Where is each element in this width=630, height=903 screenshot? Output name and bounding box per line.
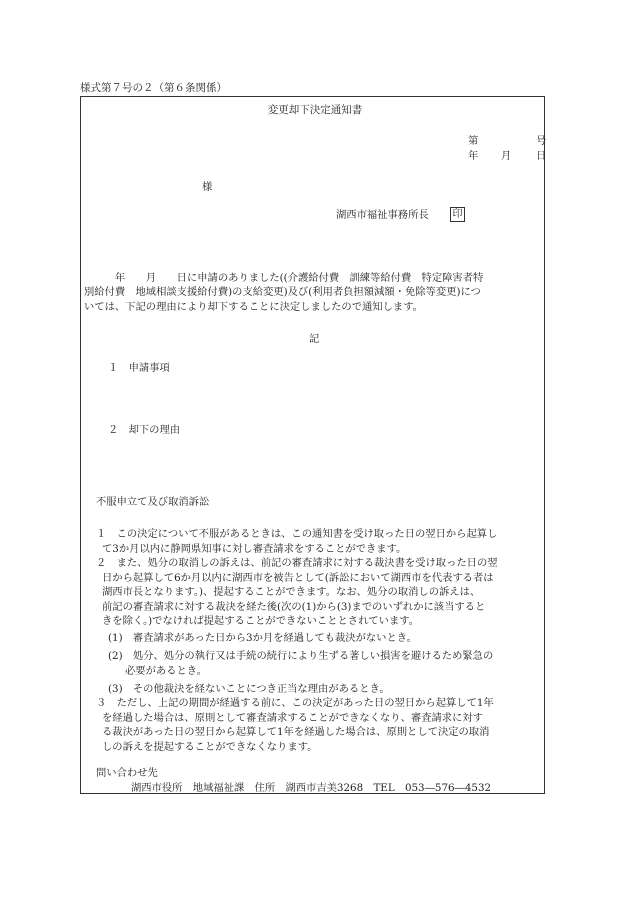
- appeal-line: 湖西市長となります。)、提起することができます。なお、処分の取消しの訴えは、: [102, 586, 481, 598]
- contact-heading: 問い合わせ先: [96, 767, 158, 779]
- appeal-line: (2) 処分、処分の執行又は手続の続行により生ずる著しい損害を避けるため緊急の: [108, 650, 494, 662]
- appeal-line: (3) その他裁決を経ないことにつき正当な理由があるとき。: [108, 683, 390, 695]
- appeal-line: 日から起算して6か月以内に湖西市を被告として(訴訟において湖西市を代表する者は: [102, 572, 494, 584]
- appeal-line: しの訴えを提起することができなくなります。: [102, 741, 318, 753]
- appeal-line: １ この決定について不服があるときは、この通知書を受け取った日の翌日から起算し: [96, 528, 498, 540]
- appeal-line: を経過した場合は、原則として審査請求することができなくなり、審査請求に対す: [102, 712, 483, 724]
- issuer-name: 湖西市福祉事務所長: [336, 209, 429, 221]
- seal-box: [450, 207, 465, 222]
- body-line-1: 年 月 日に申請のありました((介護給付費 訓練等給付費 特定障害者特: [84, 272, 484, 284]
- body-line-2: 別給付費 地域相談支援給付費)の支給変更)及び(利用者負担額減額・免除等変更)につ: [84, 286, 481, 298]
- appeal-heading: 不服申立て及び取消訴訟: [96, 496, 210, 508]
- seal-char: 印: [452, 209, 463, 220]
- number-label-first: 第: [468, 135, 479, 147]
- date-month: 月: [501, 150, 512, 162]
- document-title: 変更却下決定通知書: [267, 104, 363, 116]
- number-label-suffix: 号: [536, 135, 547, 147]
- appeal-line: ２ また、処分の取消しの訴えは、前記の審査請求に対する裁決書を受け取った日の翌: [96, 557, 498, 569]
- recipient-suffix: 様: [202, 181, 213, 193]
- appeal-line: て3か月以内に静岡県知事に対し審査請求をすることができます。: [102, 543, 407, 555]
- appeal-line: る裁決があった日の翌日から起算して1年を経過した場合は、原則として決定の取消: [102, 726, 490, 738]
- item-application: １ 申請事項: [108, 362, 170, 374]
- appeal-line: きを除く。)でなければ提起することができないこととされています。: [102, 615, 420, 627]
- item-reason: ２ 却下の理由: [108, 424, 181, 436]
- appeal-line: (1) 審査請求があった日から3か月を経過しても裁決がないとき。: [108, 632, 417, 644]
- date-year: 年: [468, 150, 479, 162]
- appeal-line: 前記の審査請求に対する裁決を経た後(次の(1)から(3)までのいずれかに該当すると: [102, 601, 486, 613]
- appeal-line: ３ ただし、上記の期間が経過する前に、この決定があった日の翌日から起算して1年: [96, 697, 494, 709]
- ki-marker: 記: [309, 333, 320, 345]
- appeal-line: 必要があるとき。: [125, 665, 207, 677]
- form-label: 様式第７号の２（第６条関係）: [80, 82, 227, 94]
- date-day: 日: [536, 150, 547, 162]
- contact-line: 湖西市役所 地域福祉課 住所 湖西市吉美3268 TEL 053―576―4532: [131, 782, 492, 794]
- body-line-3: いては、下記の理由により却下することに決定しましたので通知します。: [84, 301, 423, 313]
